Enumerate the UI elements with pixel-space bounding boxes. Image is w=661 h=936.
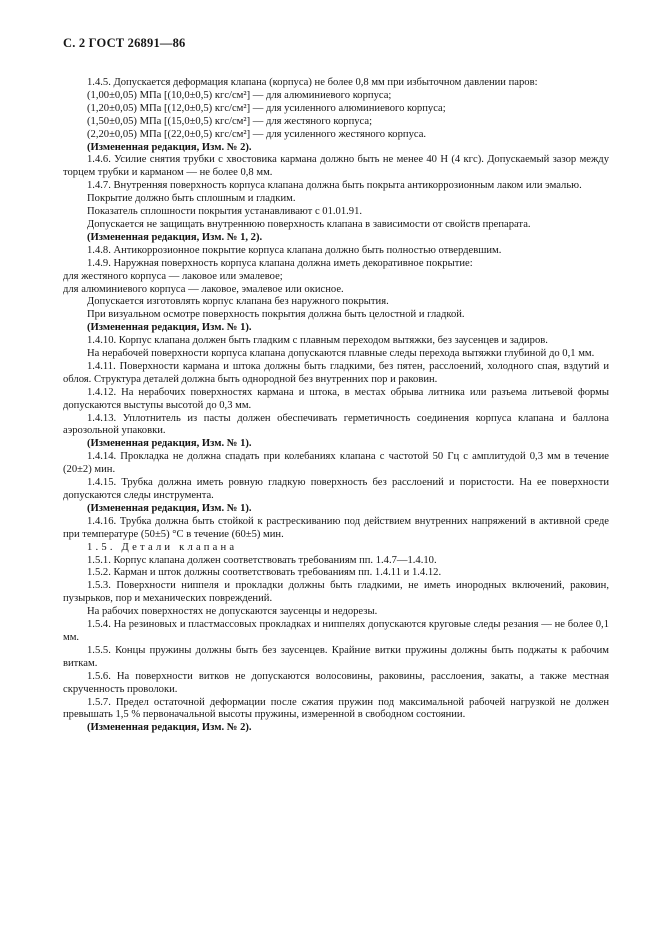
paragraph: (1,20±0,05) МПа [(12,0±0,5) кгс/см²] — для усиленного алюминиевого корпуса;: [87, 102, 446, 114]
paragraph: (2,20±0,05) МПа [(22,0±0,5) кгс/см²] — для усиленного жестяного корпуса.: [87, 128, 427, 140]
paragraph: Показатель сплошности покрытия устанавливают с 01.01.91.: [87, 206, 363, 218]
paragraph: (1,00±0,05) МПа [(10,0±0,5) кгс/см²] — для алюминиевого корпуса;: [87, 89, 392, 101]
paragraph: 1.4.7. Внутренняя поверхность корпуса клапана должна быть покрыта антикоррозионным лаком или эмалью.: [87, 180, 582, 192]
paragraph: Допускается изготовлять корпус клапана без наружного покрытия.: [87, 296, 389, 308]
paragraph: 1.4.14. Прокладка не должна спадать при колебаниях клапана с частотой 50 Гц с амплитудой 0,3 мм в течение (20±2) мин.: [63, 451, 609, 476]
paragraph: 1.5.5. Концы пружины должны быть без заусенцев. Крайние витки пружины должны быть поджаты к рабочим виткам.: [63, 644, 609, 669]
revision-note: (Измененная редакция, Изм. № 1).: [87, 322, 252, 334]
paragraph: 1.4.11. Поверхности кармана и штока должны быть гладкими, без пятен, расслоений, холодного спая, вздутий и облоя. Структура деталей должна быть однородной без внутренних пор и раковин.: [63, 360, 609, 385]
revision-note: (Измененная редакция, Изм. № 1, 2).: [87, 231, 263, 243]
paragraph: Допускается не защищать внутреннюю поверхность клапана в зависимости от свойств препарата.: [87, 218, 531, 230]
paragraph: 1.4.6. Усилие снятия трубки с хвостовика кармана должно быть не менее 40 Н (4 кгс). Допускаемый зазор между торцем трубки и карманом — не более 0,8 мм.: [63, 154, 609, 179]
paragraph: 1.5.7. Предел остаточной деформации после сжатия пружин под максимальной рабочей нагрузкой не должен превышать 1,5 % первоначальной высоты пружины, измеренной в свободном состоянии.: [63, 696, 609, 721]
document-body: [63, 77, 609, 735]
paragraph: 1.4.15. Трубка должна иметь ровную гладкую поверхность без расслоений и пористости. На ее поверхности допускаются следы инструмента.: [63, 477, 609, 501]
paragraph: Покрытие должно быть сплошным и гладким.: [87, 193, 296, 205]
revision-note: (Измененная редакция, Изм. № 2).: [87, 722, 252, 734]
paragraph: 1.4.12. На нерабочих поверхностях кармана и штока, в местах обрыва литника или разъема литьевой формы допускаются выступы высотой до 0,3 мм.: [63, 386, 609, 411]
paragraph: 1.4.9. Наружная поверхность корпуса клапана должна иметь декоративное покрытие:: [87, 257, 473, 269]
paragraph: 1.5.2. Карман и шток должны соответствовать требованиям пп. 1.4.11 и 1.4.12.: [87, 567, 442, 579]
paragraph: для жестяного корпуса — лаковое или эмалевое;: [63, 270, 283, 282]
revision-note: (Измененная редакция, Изм. № 2).: [87, 141, 252, 153]
paragraph: На нерабочей поверхности корпуса клапана допускаются плавные следы перехода вытяжки глубиной до 0,1 мм.: [87, 348, 595, 360]
revision-note: (Измененная редакция, Изм. № 1).: [87, 438, 252, 450]
paragraph: 1.5.1. Корпус клапана должен соответствовать требованиям пп. 1.4.7—1.4.10.: [87, 554, 437, 566]
paragraph: 1.4.10. Корпус клапана должен быть гладким с плавным переходом вытяжки, без заусенцев и задиров.: [87, 335, 548, 347]
paragraph: При визуальном осмотре поверхность покрытия должна быть целостной и гладкой.: [87, 309, 465, 321]
page-header: С. 2 ГОСТ 26891—86: [63, 36, 186, 50]
paragraph: для алюминиевого корпуса — лаковое, эмалевое или окисное.: [63, 283, 344, 295]
paragraph: 1.4.16. Трубка должна быть стойкой к растрескиванию под действием внутренних напряжений в активной среде при температуре (50±5) °С в течение (60±5) мин.: [63, 515, 609, 540]
paragraph: 1.4.8. Антикоррозионное покрытие корпуса клапана должно быть полностью отвердевшим.: [87, 244, 502, 256]
paragraph: 1.5.4. На резиновых и пластмассовых прокладках и ниппелях допускаются круговые следы резания — не более 0,1 мм.: [63, 619, 609, 643]
paragraph: На рабочих поверхностях не допускаются заусенцы и недорезы.: [87, 606, 378, 618]
paragraph: 1.5.6. На поверхности витков не допускаются волосовины, раковины, расслоения, закаты, а также местная скрученность проволоки.: [63, 670, 609, 695]
paragraph: 1.4.13. Уплотнитель из пасты должен обеспечивать герметичность соединения корпуса клапана и баллона аэрозольной упаковки.: [63, 412, 609, 437]
section-heading: 1.5. Детали клапана: [87, 541, 238, 553]
paragraph: (1,50±0,05) МПа [(15,0±0,5) кгс/см²] — для жестяного корпуса;: [87, 115, 373, 127]
revision-note: (Измененная редакция, Изм. № 1).: [87, 502, 252, 514]
paragraph: 1.4.5. Допускается деформация клапана (корпуса) не более 0,8 мм при избыточном давлении паров:: [87, 77, 538, 88]
paragraph: 1.5.3. Поверхности ниппеля и прокладки должны быть гладкими, не иметь инородных включений, раковин, пузырьков, пор и механических повреждений.: [63, 580, 609, 605]
